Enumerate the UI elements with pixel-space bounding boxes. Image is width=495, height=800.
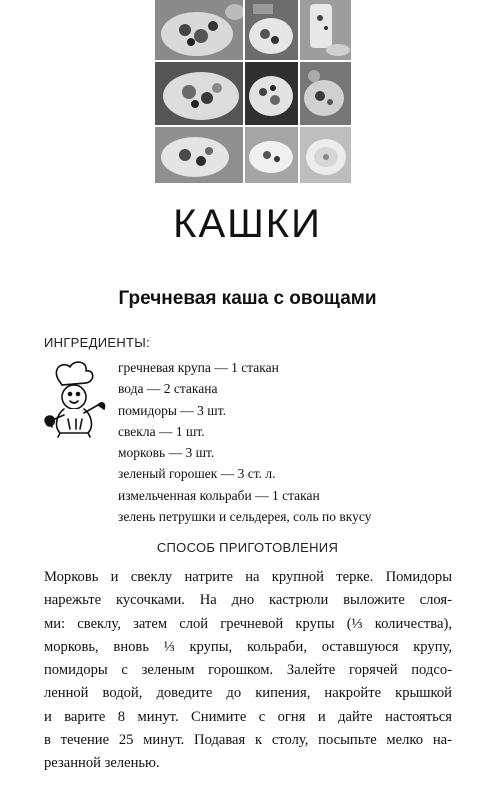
ingredient-item: измельченная кольраби — 1 стакан: [118, 487, 320, 503]
method-line: помидоры с зеленым горошком. Залейте горячей подсо-: [44, 662, 452, 679]
dish-photo: [245, 62, 298, 125]
chapter-title: КАШКИ: [173, 202, 322, 246]
method-paragraph: [44, 566, 452, 776]
ingredient-item: зелень петрушки и сельдерея, соль по вкусу: [118, 509, 372, 525]
ingredients-list: [118, 357, 371, 527]
method-heading: СПОСОБ ПРИГОТОВЛЕНИЯ: [156, 540, 339, 555]
ingredient-item: свекла — 1 шт.: [118, 423, 205, 439]
dish-photo: [300, 0, 351, 60]
ingredient-item: помидоры — 3 шт.: [118, 402, 226, 418]
dish-photo: [245, 127, 298, 183]
ingredients-heading: ИНГРЕДИЕНТЫ:: [44, 335, 150, 350]
ingredient-item: зеленый горошек — 3 ст. л.: [118, 466, 276, 482]
method-line: резанной зеленью.: [44, 755, 160, 772]
dish-photo: [155, 62, 243, 125]
chef-illustration: [40, 357, 110, 439]
dish-photo: [300, 127, 351, 183]
method-line: морковь, вновь ⅓ крупы, кольраби, оставшуюся крупу,: [44, 638, 452, 655]
method-line: ми: свеклу, затем слой гречневой крупы (⅓ количества),: [44, 615, 452, 632]
method-line: ленной водой, доведите до кипения, накройте крышкой: [44, 685, 452, 702]
dish-photo: [155, 127, 243, 183]
dish-photo: [245, 0, 298, 60]
dish-photo: [155, 0, 243, 60]
method-line: Морковь и свеклу натрите на крупной терке. Помидоры: [44, 569, 452, 585]
ingredient-item: вода — 2 стакана: [118, 381, 218, 397]
method-line: в течение 25 минут. Подавая к столу, посыпьте мелко на-: [44, 732, 452, 749]
ingredient-item: морковь — 3 шт.: [118, 445, 215, 461]
method-line: и варите 8 минут. Снимите с огня и дайте настояться: [44, 708, 452, 725]
dish-photo: [300, 62, 351, 125]
ingredient-item: гречневая крупа — 1 стакан: [118, 360, 279, 375]
recipe-title: Гречневая каша с овощами: [118, 288, 377, 309]
method-line: нарежьте кусочками. На дно кастрюли выложите слоя-: [44, 592, 452, 609]
photo-collage: [155, 0, 350, 182]
